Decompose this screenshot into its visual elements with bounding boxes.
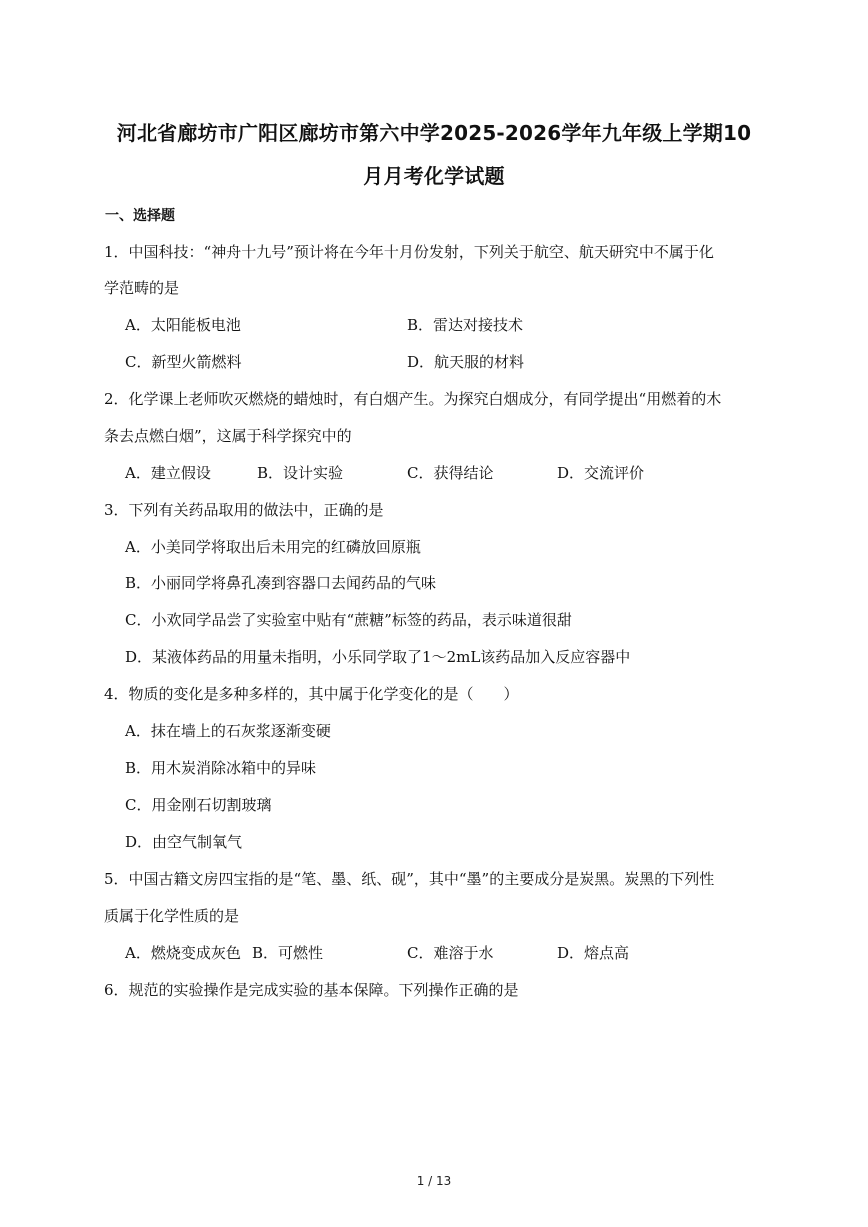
question-2-option-d: D．交流评价 xyxy=(557,464,645,482)
question-3-option-d: D．某液体药品的用量未指明，小乐同学取了1～2mL该药品加入反应容器中 xyxy=(125,648,631,666)
question-3-option-c: C．小欢同学品尝了实验室中贴有“蔗糖”标签的药品，表示味道很甜 xyxy=(125,611,572,629)
question-6-stem: 6．规范的实验操作是完成实验的基本保障。下列操作正确的是 xyxy=(104,981,519,999)
question-4-option-b: B．用木炭消除冰箱中的异味 xyxy=(125,759,317,777)
question-1-stem-line-2: 学范畴的是 xyxy=(104,279,180,297)
page-indicator: 1 / 13 xyxy=(416,1174,452,1188)
question-3-option-a: A．小美同学将取出后未用完的红磷放回原瓶 xyxy=(125,538,421,556)
exam-title-line-1: 河北省廊坊市广阳区廊坊市第六中学2025-2026学年九年级上学期10 xyxy=(116,121,752,145)
question-2-stem-line-1: 2．化学课上老师吹灭燃烧的蜡烛时，有白烟产生。为探究白烟成分，有同学提出“用燃着的木 xyxy=(104,390,722,408)
question-3-stem: 3．下列有关药品取用的做法中，正确的是 xyxy=(104,501,384,519)
question-4-option-c: C．用金刚石切割玻璃 xyxy=(125,796,272,814)
question-1-option-b: B．雷达对接技术 xyxy=(407,316,524,334)
question-2-stem-line-2: 条去点燃白烟”，这属于科学探究中的 xyxy=(104,427,352,445)
question-5-option-a: A．燃烧变成灰色 xyxy=(125,944,241,962)
question-1-option-a: A．太阳能板电池 xyxy=(125,316,241,334)
question-1-stem-line-1: 1．中国科技：“神舟十九号”预计将在今年十月份发射，下列关于航空、航天研究中不属于化 xyxy=(104,243,714,261)
question-2-option-a: A．建立假设 xyxy=(125,464,211,482)
question-5-stem-line-2: 质属于化学性质的是 xyxy=(104,907,240,925)
section-heading: 一、选择题 xyxy=(105,208,175,224)
question-4-option-d: D．由空气制氧气 xyxy=(125,833,243,851)
question-5-option-c: C．难溶于水 xyxy=(407,944,494,962)
question-1-option-c: C．新型火箭燃料 xyxy=(125,353,242,371)
question-5-stem-line-1: 5．中国古籍文房四宝指的是“笔、墨、纸、砚”，其中“墨”的主要成分是炭黑。炭黑的下列性 xyxy=(104,870,715,888)
question-5-option-d: D．熔点高 xyxy=(557,944,630,962)
exam-title-line-2: 月月考化学试题 xyxy=(363,164,505,188)
question-3-option-b: B．小丽同学将鼻孔凑到容器口去闻药品的气味 xyxy=(125,574,437,592)
question-4-option-a: A．抹在墙上的石灰浆逐渐变硬 xyxy=(125,722,331,740)
question-5-option-b: B．可燃性 xyxy=(252,944,324,962)
question-4-stem: 4．物质的变化是多种多样的，其中属于化学变化的是（ ） xyxy=(104,685,519,703)
question-2-option-c: C．获得结论 xyxy=(407,464,494,482)
question-1-option-d: D．航天服的材料 xyxy=(407,353,525,371)
question-2-option-b: B．设计实验 xyxy=(257,464,344,482)
